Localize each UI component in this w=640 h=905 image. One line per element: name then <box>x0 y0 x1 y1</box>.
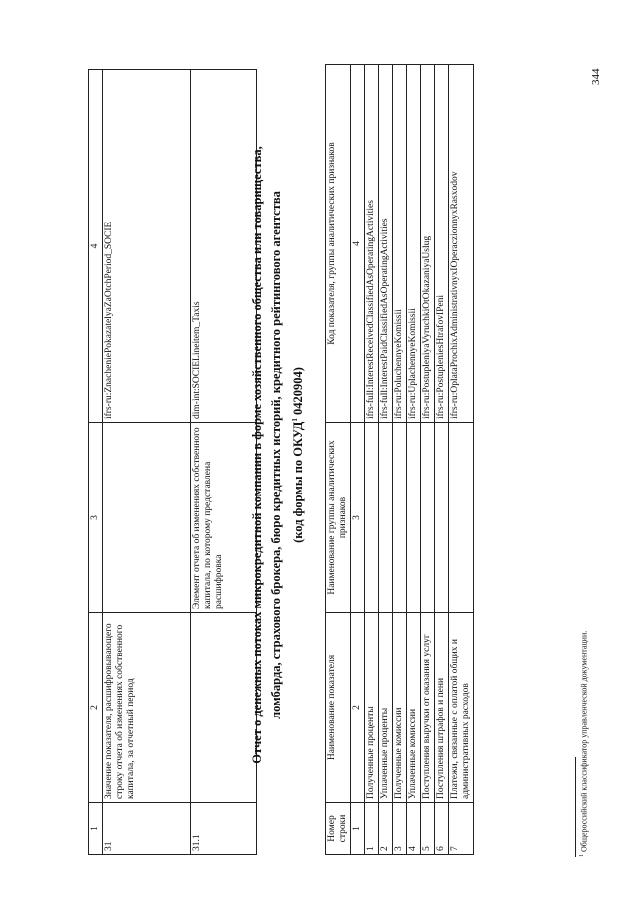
main-table-header-row <box>326 65 351 855</box>
header-cell: Наименование показателя <box>326 613 351 803</box>
indicator-name-cell: Уплаченные комиссии <box>407 613 421 803</box>
code-cell: dim-int:SOCIELineitem_Taxis <box>191 70 257 423</box>
footnote-divider <box>575 757 576 857</box>
table-row <box>393 65 407 855</box>
index-cell: 3 <box>351 423 365 613</box>
table-row <box>407 65 421 855</box>
title-line-3 <box>286 45 308 865</box>
group-name-cell <box>421 423 435 613</box>
group-name-cell <box>407 423 421 613</box>
page-number: 344 <box>590 68 602 85</box>
index-row <box>351 65 365 855</box>
group-name-cell <box>379 423 393 613</box>
indicator-name-cell: Уплаченные проценты <box>379 613 393 803</box>
table-row <box>449 65 474 855</box>
row-number-cell: 7 <box>449 803 474 855</box>
index-cell: 4 <box>351 65 365 423</box>
code-cell: ifrs-ru:PostupleniyaVyruchkiOtOkazaniyaUslug <box>421 65 435 423</box>
row-number-cell: 31 <box>103 803 191 855</box>
table-row <box>365 65 379 855</box>
group-name-cell <box>103 423 191 613</box>
table-row <box>191 70 257 855</box>
code-cell: ifrs-ru:PoluchennyeKomissii <box>393 65 407 423</box>
header-cell: Номер строки <box>326 803 351 855</box>
code-cell: ifrs-ru:ZnacheniePokazatelyaZaOtchPeriod_SOCIE <box>103 70 191 423</box>
header-cell: Код показателя, группы аналитических признаков <box>326 65 351 423</box>
footnote-text: Общероссийский классификатор управленческой документации. <box>579 630 589 854</box>
footnote-mark: 1 <box>579 854 585 857</box>
code-cell: ifrs-ru:PostupleniesHtrafovIPeni <box>435 65 449 423</box>
index-cell: 2 <box>351 613 365 803</box>
row-number-cell: 31.1 <box>191 803 257 855</box>
title-line-1: Отчет о денежных потоках микрокредитной компании в форме хозяйственного общества или товарищества, <box>250 146 264 764</box>
top-header-cell: 1 <box>89 803 103 855</box>
indicator-name-cell: Поступления выручки от оказания услуг <box>421 613 435 803</box>
footnote-ref: 1 <box>291 418 299 422</box>
code-cell: ifrs-full:InterestPaidClassifiedAsOperatingActivities <box>379 65 393 423</box>
table-row <box>421 65 435 855</box>
index-cell: 1 <box>351 803 365 855</box>
indicator-name-cell: Поступления штрафов и пени <box>435 613 449 803</box>
row-number-cell: 3 <box>393 803 407 855</box>
footnote <box>579 631 589 857</box>
group-name-cell <box>393 423 407 613</box>
row-number-cell: 1 <box>365 803 379 855</box>
row-number-cell: 4 <box>407 803 421 855</box>
group-name-cell <box>449 423 474 613</box>
indicator-name-cell: Полученные проценты <box>365 613 379 803</box>
top-header-cell: 3 <box>89 423 103 613</box>
table-row <box>103 70 191 855</box>
page-title <box>248 45 308 865</box>
title-line-2: ломбарда, страхового брокера, бюро кредитных историй, кредитного рейтингового агентства <box>269 191 283 719</box>
row-number-cell: 6 <box>435 803 449 855</box>
indicator-name-cell <box>191 613 257 803</box>
top-table <box>88 69 257 855</box>
main-table <box>325 64 474 855</box>
group-name-cell <box>435 423 449 613</box>
indicator-name-cell: Платежи, связанные с оплатой общих и административных расходов <box>449 613 474 803</box>
header-cell: Наименование группы аналитических признаков <box>326 423 351 613</box>
indicator-name-cell: Полученные комиссии <box>393 613 407 803</box>
title-line-3-suffix: 0420904) <box>291 367 306 419</box>
top-header-cell: 2 <box>89 613 103 803</box>
row-number-cell: 2 <box>379 803 393 855</box>
code-cell: ifrs-ru:OplataProchixAdministrativnyxIOperaczionnyxRasxodov <box>449 65 474 423</box>
code-cell: ifrs-full:InterestReceivedClassifiedAsOperatingActivities <box>365 65 379 423</box>
table-row <box>379 65 393 855</box>
row-number-cell: 5 <box>421 803 435 855</box>
table-row <box>435 65 449 855</box>
group-name-cell <box>365 423 379 613</box>
title-line-3-prefix: (код формы по ОКУД <box>291 421 306 543</box>
top-table-header-row <box>89 70 103 855</box>
group-name-cell: Элемент отчета об изменениях собственного капитала, по которому представлена расшифровка <box>191 423 257 613</box>
indicator-name-cell: Значение показателя, расшифровывающего строку отчета об изменениях собственного капитала, за отчетный период <box>103 613 191 803</box>
top-header-cell: 4 <box>89 70 103 423</box>
code-cell: ifrs-ru:UplachennyeKomissii <box>407 65 421 423</box>
